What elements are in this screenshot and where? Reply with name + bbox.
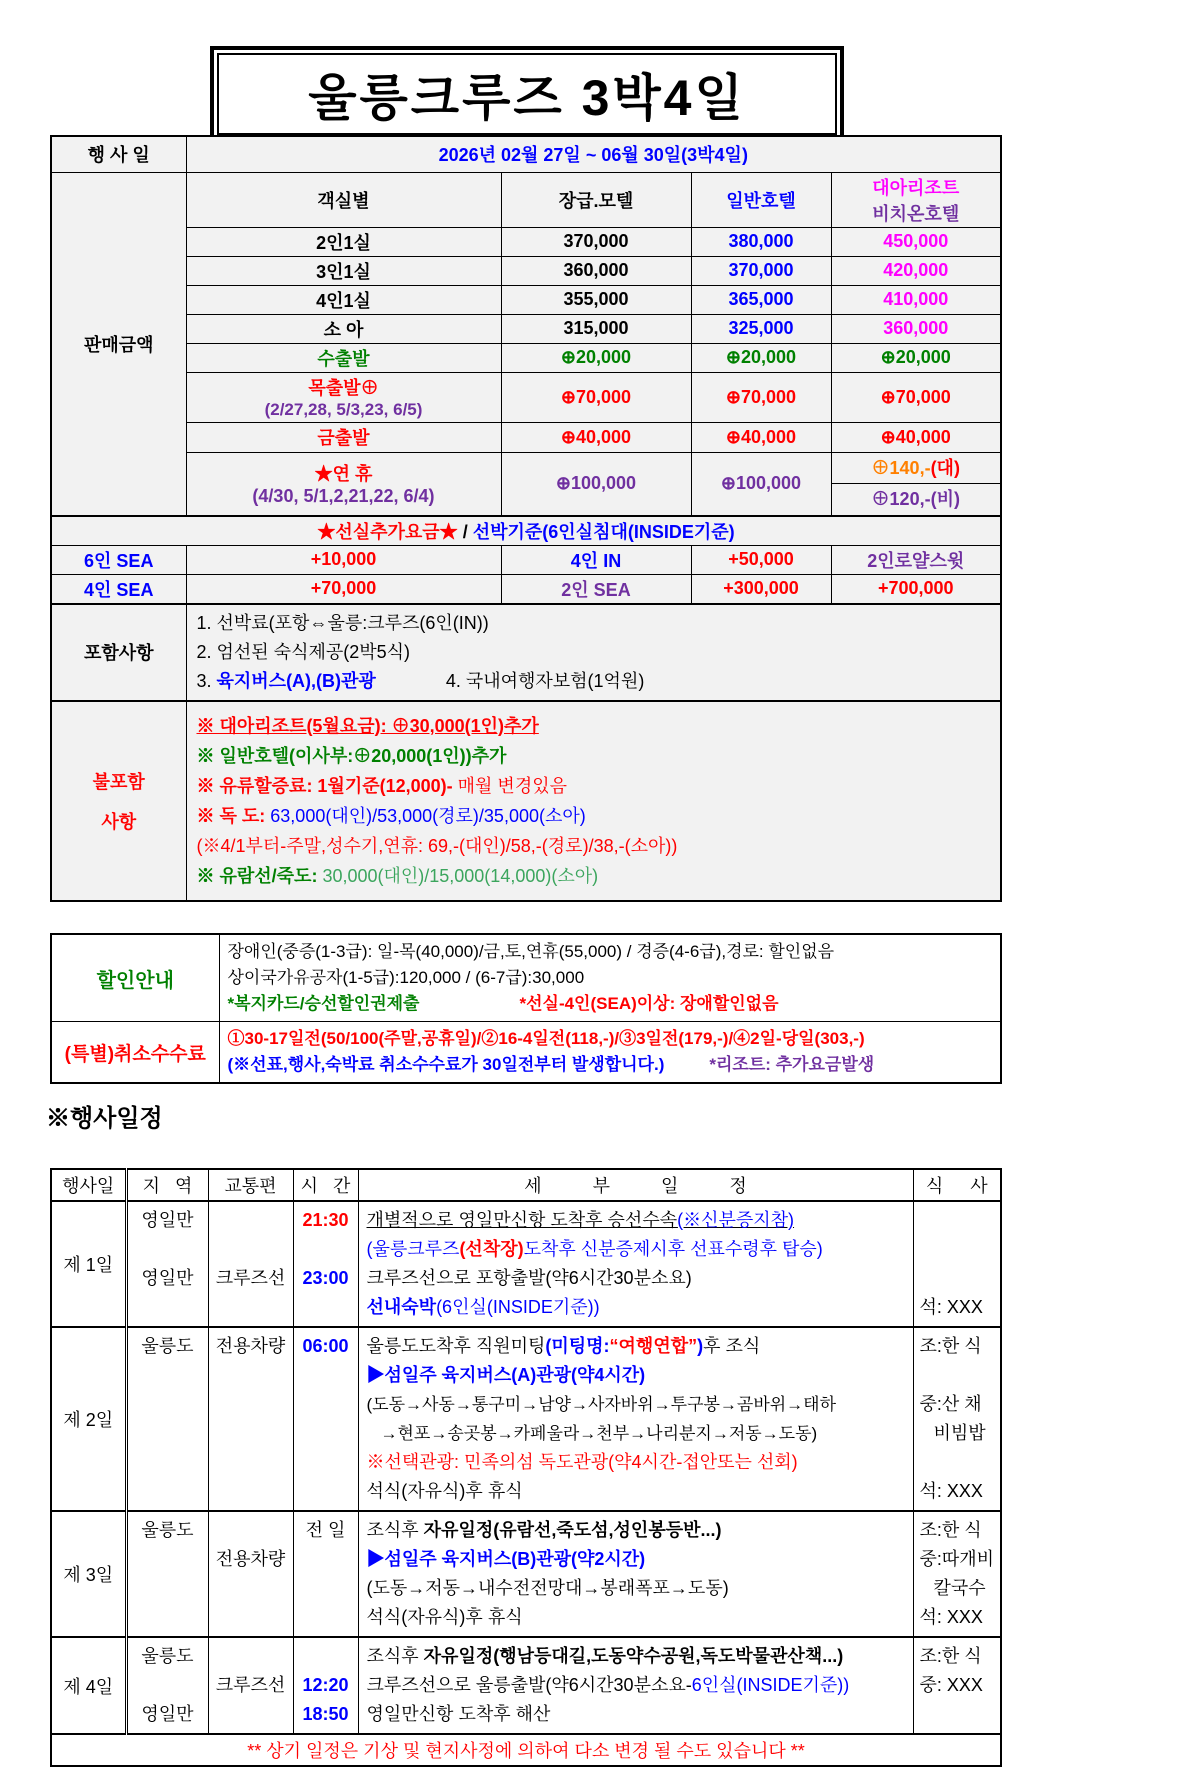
surcharge-motel: ⊕40,000: [501, 422, 691, 452]
col-header-hotel: 일반호텔: [691, 172, 831, 227]
price-motel: 315,000: [501, 314, 691, 343]
price-row-2in1: [51, 227, 1001, 256]
day1-detail-4: 선내숙박(6인실(INSIDE기준)): [366, 1297, 600, 1317]
day2-transport: 전용차량: [208, 1327, 293, 1511]
day1-detail-1: 개별적으로 영일만신항 도착후 승선수속(※신분증지참): [366, 1210, 795, 1230]
surcharge-row-holiday: [51, 452, 1001, 516]
day1-transport: 크루즈선: [208, 1201, 293, 1327]
title-box: [210, 46, 844, 142]
resort-holiday-beach: ⊕120,-(비): [871, 488, 960, 509]
day1-meals: 석: XXX: [913, 1201, 1001, 1327]
price-row-3in1: [51, 256, 1001, 285]
surcharge-resort: ⊕40,000: [831, 422, 1001, 452]
cancel-row: [51, 1022, 1001, 1084]
surcharge-hotel: ⊕100,000: [691, 452, 831, 516]
day2-detail-1: 울릉도도착후 직원미팅(미팅명:“여행연합”)후 조식: [366, 1336, 761, 1356]
surcharge-resort: ⊕20,000: [831, 343, 1001, 372]
excluded-content: [186, 701, 1001, 901]
cabin-fee: +70,000: [186, 574, 501, 604]
excluded-line-3: ※ 유류할증료: 1월기준(12,000)- 매월 변경있음: [196, 775, 567, 796]
surcharge-resort-split: [831, 452, 1001, 516]
cabin-fee: +50,000: [691, 545, 831, 574]
day4-meals: 조:한 식 중: XXX: [913, 1637, 1001, 1734]
room-type: 4인1실: [186, 285, 501, 314]
event-date-row: [51, 136, 1001, 172]
day2-region: 울릉도: [126, 1327, 208, 1511]
surcharge-name-text: ★연 휴: [314, 464, 373, 484]
price-hotel: 370,000: [691, 256, 831, 285]
excluded-line-2: ※ 일반호텔(이사부:⊕20,000(1인))추가: [196, 745, 507, 766]
discount-line-3: *복지카드/승선할인권제출 *선실-4인(SEA)이상: 장애할인없음: [227, 994, 779, 1013]
cancel-line-2: (※선표,행사,숙박료 취소수수료가 30일전부터 발생합니다.) *리조트: 추가요금발생: [227, 1055, 875, 1074]
discount-row: [51, 934, 1001, 1022]
day2-label: 제 2일: [51, 1327, 126, 1511]
day3-label: 제 3일: [51, 1511, 126, 1637]
day2-details: [358, 1327, 913, 1511]
schedule-heading: ※행사일정: [46, 1105, 163, 1132]
day3-meals: 조:한 식 중:따개비 칼국수 석: XXX: [913, 1511, 1001, 1637]
day4-detail-1: 조식후 자유일정(행남등대길,도동약수공원,독도박물관산책...): [366, 1646, 844, 1666]
cabin-type: 4인 SEA: [51, 574, 186, 604]
col-header-room: 객실별: [186, 172, 501, 227]
cabin-fee: +300,000: [691, 574, 831, 604]
price-resort: 450,000: [831, 227, 1001, 256]
day3-transport: 전용차량: [208, 1511, 293, 1637]
price-motel: 360,000: [501, 256, 691, 285]
col-meals: 식 사: [913, 1169, 1001, 1201]
event-date-label: 행 사 일: [51, 136, 186, 172]
event-date-value: 2026년 02월 27일 ~ 06월 30일(3박4일): [186, 136, 1001, 172]
cabin-type: 6인 SEA: [51, 545, 186, 574]
day4-detail-3: 영일만신항 도착후 해산: [366, 1704, 551, 1724]
day1-detail-2: (울릉크루즈(선착장)도착후 신분증제시후 선표수령후 탑승): [366, 1239, 823, 1259]
day2-detail-6: 석식(자유식)후 휴식: [366, 1481, 523, 1501]
price-header-row: [51, 172, 1001, 227]
excluded-label: 불포함 사항: [51, 701, 186, 901]
schedule-day3-row: [51, 1511, 1001, 1637]
day4-label: 제 4일: [51, 1637, 126, 1734]
col-header-motel: 장급.모텔: [501, 172, 691, 227]
excluded-line-5: (※4/1부터-주말,성수기,연휴: 69,-(대인)/58,-(경로)/38,-(소아)): [196, 835, 678, 856]
surcharge-hotel: ⊕40,000: [691, 422, 831, 452]
day2-detail-4: →현포→송곳봉→카페울라→천부→나리분지→저동→도동): [380, 1424, 818, 1443]
cabin-type: 4인 IN: [501, 545, 691, 574]
surcharge-name: [186, 452, 501, 516]
day4-region: 울릉도 영일만: [126, 1637, 208, 1734]
day1-detail-3: 크루즈선으로 포항출발(약6시간30분소요): [366, 1268, 692, 1288]
cabin-fee-title-row: [51, 516, 1001, 546]
cabin-fee-row-1: [51, 545, 1001, 574]
surcharge-dates: (2/27,28, 5/3,23, 6/5): [264, 400, 423, 419]
surcharge-dates: (4/30, 5/1,2,21,22, 6/4): [252, 486, 435, 506]
schedule-day1-row: [51, 1201, 1001, 1327]
day3-region: 울릉도: [126, 1511, 208, 1637]
surcharge-hotel: ⊕70,000: [691, 372, 831, 422]
day1-time: 21:30 23:00: [293, 1201, 358, 1327]
cancel-label: (특별)취소수수료: [51, 1022, 219, 1084]
day2-meals: 조:한 식 중:산 채 비빔밥 석: XXX: [913, 1327, 1001, 1511]
surcharge-row-fri: [51, 422, 1001, 452]
day4-time: 12:20 18:50: [293, 1637, 358, 1734]
included-item-2: 2. 엄선된 숙식제공(2박5식): [196, 641, 411, 662]
price-hotel: 380,000: [691, 227, 831, 256]
price-resort: 410,000: [831, 285, 1001, 314]
cancel-line-1: ①30-17일전(50/100(주말,공휴일)/②16-4일전(118,-)/③3일전(179,-)/④2일-당일(303,-): [227, 1029, 865, 1048]
included-row: [51, 604, 1001, 701]
schedule-footer-note: ** 상기 일정은 기상 및 현지사정에 의하여 다소 변경 될 수도 있습니다 **: [51, 1734, 1001, 1766]
room-type: 소 아: [186, 314, 501, 343]
cabin-type: 2인 SEA: [501, 574, 691, 604]
schedule-header-row: [51, 1169, 1001, 1201]
day4-detail-2: 크루즈선으로 울릉출발(약6시간30분소요-6인실(INSIDE기준)): [366, 1675, 850, 1695]
day3-detail-2: ▶섬일주 육지버스(B)관광(약2시간): [366, 1549, 646, 1569]
excluded-line-1: ※ 대아리조트(5월요금): ⊕30,000(1인)추가: [196, 715, 539, 736]
col-region: 지 역: [126, 1169, 208, 1201]
surcharge-resort: ⊕70,000: [831, 372, 1001, 422]
col-day: 행사일: [51, 1169, 126, 1201]
day1-region: 영일만 영일만: [126, 1201, 208, 1327]
day3-detail-1: 조식후 자유일정(유람선,죽도섬,성인봉등반...): [366, 1520, 722, 1540]
excluded-line-6: ※ 유람선/죽도: 30,000(대인)/15,000(14,000)(소아): [196, 865, 599, 886]
day3-time: 전 일: [293, 1511, 358, 1637]
day3-details: [358, 1511, 913, 1637]
price-section-label: 판매금액: [51, 172, 186, 516]
col-transport: 교통편: [208, 1169, 293, 1201]
col-details: 세 부 일 정: [358, 1169, 913, 1201]
price-hotel: 325,000: [691, 314, 831, 343]
price-resort: 420,000: [831, 256, 1001, 285]
price-row-4in1: [51, 285, 1001, 314]
surcharge-name-text: 목출발⊕: [308, 378, 379, 398]
cabin-fee: +10,000: [186, 545, 501, 574]
col-time: 시 간: [293, 1169, 358, 1201]
resort-holiday-daea: ⊕140,-(대): [832, 453, 1001, 484]
day1-label: 제 1일: [51, 1201, 126, 1327]
day2-detail-3: (도동→사동→통구미→남양→사자바위→투구봉→곰바위→태하: [366, 1395, 837, 1414]
surcharge-motel: ⊕20,000: [501, 343, 691, 372]
price-hotel: 365,000: [691, 285, 831, 314]
excluded-line-4: ※ 독 도: 63,000(대인)/53,000(경로)/35,000(소아): [196, 805, 586, 826]
price-resort: 360,000: [831, 314, 1001, 343]
excluded-row: [51, 701, 1001, 901]
included-item-3-4: 3. 육지버스(A),(B)관광 4. 국내여행자보험(1억원): [196, 670, 645, 691]
surcharge-row-wed: [51, 343, 1001, 372]
surcharge-motel: ⊕100,000: [501, 452, 691, 516]
discount-line-1: 장애인(중증(1-3급): 일-목(40,000)/금,토,연휴(55,000) / 경증(4-6급),경로: 할인없음: [227, 942, 835, 961]
day3-detail-4: 석식(자유식)후 휴식: [366, 1607, 523, 1627]
schedule-footer-row: [51, 1734, 1001, 1766]
surcharge-name: 금출발: [186, 422, 501, 452]
resort-name-line2: 비치온호텔: [872, 203, 960, 224]
cabin-fee: +700,000: [831, 574, 1001, 604]
surcharge-motel: ⊕70,000: [501, 372, 691, 422]
surcharge-name: 수출발: [186, 343, 501, 372]
included-content: [186, 604, 1001, 701]
price-motel: 370,000: [501, 227, 691, 256]
day4-details: [358, 1637, 913, 1734]
price-table: [50, 135, 1002, 902]
discount-line-2: 상이국가유공자(1-5급):120,000 / (6-7급):30,000: [227, 968, 585, 987]
room-type: 2인1실: [186, 227, 501, 256]
page-title: 울릉크루즈 3박4일: [217, 53, 837, 135]
day4-transport: 크루즈선: [208, 1637, 293, 1734]
schedule-table: [50, 1168, 1002, 1767]
day2-time: 06:00: [293, 1327, 358, 1511]
discount-cancel-table: [50, 933, 1002, 1084]
surcharge-name: [186, 372, 501, 422]
room-type: 3인1실: [186, 256, 501, 285]
day3-detail-3: (도동→저동→내수전전망대→봉래폭포→도동): [366, 1578, 729, 1598]
schedule-day2-row: [51, 1327, 1001, 1511]
surcharge-row-thu: [51, 372, 1001, 422]
included-label: 포함사항: [51, 604, 186, 701]
surcharge-hotel: ⊕20,000: [691, 343, 831, 372]
cancel-content: [219, 1022, 1001, 1084]
day2-detail-2: ▶섬일주 육지버스(A)관광(약4시간): [366, 1365, 646, 1385]
price-row-child: [51, 314, 1001, 343]
cabin-type: 2인로얄스윗: [831, 545, 1001, 574]
col-header-resort: [831, 172, 1001, 227]
discount-content: [219, 934, 1001, 1022]
price-motel: 355,000: [501, 285, 691, 314]
included-item-1: 1. 선박료(포항⇔울릉:크루즈(6인(IN)): [196, 612, 489, 633]
day2-detail-5: ※선택관광: 민족의섬 독도관광(약4시간-접안또는 선회): [366, 1452, 798, 1472]
resort-name-line1: 대아리조트: [872, 177, 960, 198]
schedule-day4-row: [51, 1637, 1001, 1734]
day1-details: [358, 1201, 913, 1327]
discount-label: 할인안내: [51, 934, 219, 1022]
cabin-fee-title: ★선실추가요금★ / 선박기준(6인실침대(INSIDE기준): [51, 516, 1001, 546]
cabin-fee-row-2: [51, 574, 1001, 604]
